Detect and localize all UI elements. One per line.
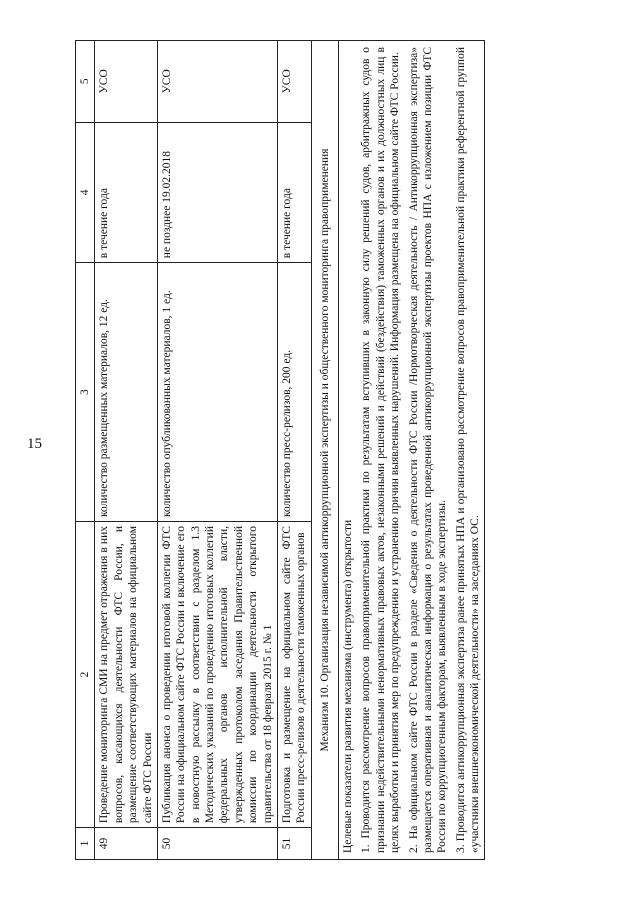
header-cell: 5 (76, 41, 95, 123)
measure-text: Публикация анонса о проведении итоговой коллегии ФТС России на официальном сайте ФТС России и включение его в новостную рассылку в соответствии с разделом 1.3 Методических указаний по проведению итоговых коллегий федеральных органов исполнительной власти, утвержденных протоколом заседания Правительственной комиссии по координации деятельности открытого правительства от 18 февраля 2015 г. № 1 (157, 522, 277, 828)
header-cell: 1 (76, 828, 95, 860)
executor-text: УСО (95, 41, 158, 123)
header-cell: 3 (76, 263, 95, 522)
table-row (157, 41, 277, 860)
header-cell: 4 (76, 122, 95, 263)
page-content (40, 20, 620, 890)
measure-text: Проведение мониторинга СМИ на предмет отражения в них вопросов, касающихся деятельности ФТС России, и размещение соответствующих материалов на официальном сайте ФТС России (95, 522, 158, 828)
executor-text: УСО (277, 41, 311, 123)
table-header-row (76, 41, 95, 860)
table-row (277, 41, 311, 860)
mechanism-body (339, 40, 485, 860)
row-number: 51 (277, 828, 311, 860)
row-number: 50 (157, 828, 277, 860)
executor-text: УСО (157, 41, 277, 123)
row-number: 49 (95, 828, 158, 860)
mechanism-paragraph: 3. Проводится антикоррупционная экспертиза ранее принятых НПА и организовано рассмотрение вопросов правоприменительной практики референтной группой «участники внешнеэкономической деятельности» на заседаниях ОС. (452, 40, 485, 860)
measure-text: Подготовка и размещение на официальном сайте ФТС России пресс-релизов о деятельности таможенных органов (277, 522, 311, 828)
indicator-text: количество опубликованных материалов, 1 ед. (157, 263, 277, 522)
mechanism-subtitle: Целевые показатели развития механизма (инструмента) открытости (339, 40, 357, 860)
measures-table (75, 40, 339, 860)
indicator-text: количество пресс-релизов, 200 ед. (277, 263, 311, 522)
rotated-page (40, 20, 620, 890)
page-number: 15 (27, 436, 42, 452)
mechanism-paragraph: 2. На официальном сайте ФТС России в разделе «Сведения о деятельности ФТС России /Нормотворческая деятельность / Антикоррупционная экспертиза» размещается оперативная и аналитическая информация о результатах проведенной антикоррупционной экспертизы проектов НПА с изложением позиции ФТС России по коррупциогенным факторам, выявленным в ходе экспертизы. (405, 40, 452, 860)
indicator-text: количество размещенных материалов, 12 ед. (95, 263, 158, 522)
term-text: не позднее 19.02.2018 (157, 122, 277, 263)
mechanism-title: Механизм 10. Организация независимой антикоррупционной экспертизы и общественного мониторинга правоприменения (311, 41, 338, 860)
header-cell: 2 (76, 522, 95, 828)
term-text: в течение года (277, 122, 311, 263)
mechanism-title-row (311, 41, 338, 860)
term-text: в течение года (95, 122, 158, 263)
table-row (95, 41, 158, 860)
mechanism-paragraph: 1. Проводится рассмотрение вопросов правоприменительной практики по результатам вступивших в законную силу решений судов, арбитражных судов о признании недействительными ненормативных правовых актов, незаконными решений и действий (бездействия) таможенных органов и их должностных лиц в целях выработки и принятия мер по предупреждению и устранению причин выявленных нарушений. Информация размещена на официальном сайте ФТС России. (357, 40, 404, 860)
